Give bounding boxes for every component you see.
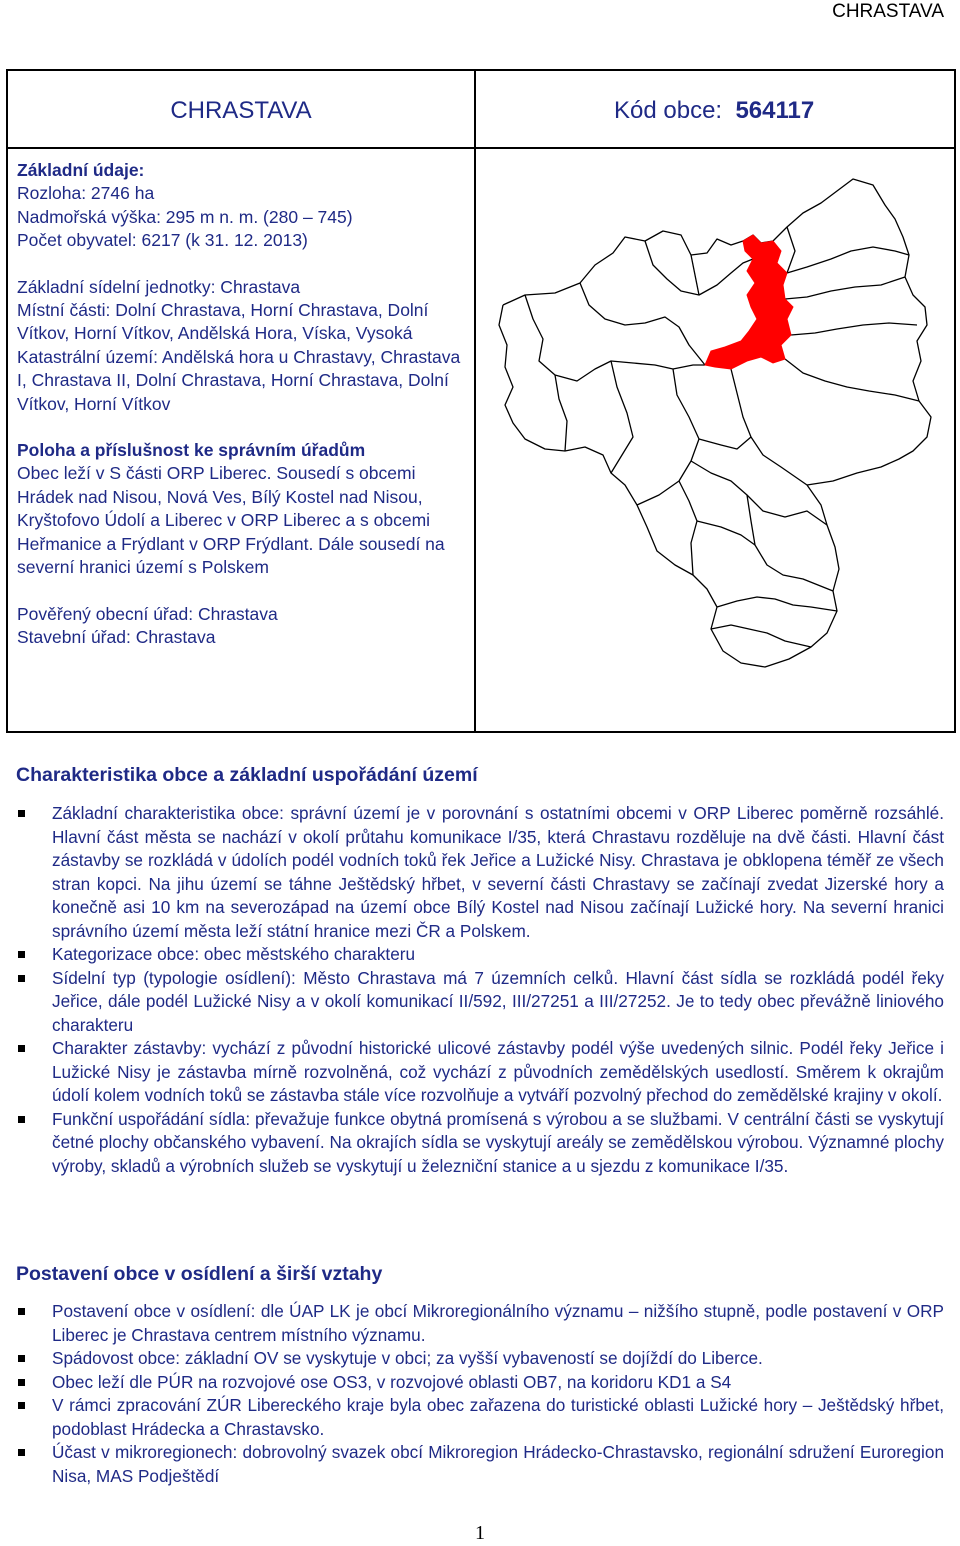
list-item-text: Sídelní typ (typologie osídlení): Město Chrastava má 7 územních celků. Hlavní část sídla se rozkládá podél řeky Jeřice, dále podél Lužické Nisy a v okolí komunikací II/592, III/27251 a III/27252. Je to tedy obec převážně liniového charakteru bbox=[52, 967, 944, 1035]
town-code-value: 564117 bbox=[735, 97, 815, 124]
municipality-boundary bbox=[691, 461, 827, 525]
list-item-text: Účast v mikroregionech: dobrovolný svazek obcí Mikroregion Hrádecko-Chrastavsko, regionální sdružení Euroregion Nisa, MAS Podještědí bbox=[52, 1442, 944, 1486]
municipality-boundary bbox=[691, 255, 699, 295]
bullet-icon bbox=[18, 1379, 25, 1386]
location-text: Obec leží v S části ORP Liberec. Sousedí s obcemi Hrádek nad Nisou, Nová Ves, Bílý Kostel nad Nisou, Kryštofovo Údolí a Liberec v ORP Liberec a s obcemi Heřmanice a Frýdlant v ORP Frýdlant. Dále sousedí na severní hranici území s Polskem bbox=[17, 463, 445, 578]
list-item bbox=[16, 1300, 944, 1347]
cadastral-areas: Katastrální území: Andělská hora u Chrastavy, Chrastava I, Chrastava II, Dolní Chrastava, Horní Chrastava, Dolní Vítkov, Horní Vítkov bbox=[17, 346, 461, 414]
list-item bbox=[16, 1441, 944, 1488]
municipality-boundary bbox=[499, 305, 839, 667]
municipality-boundary bbox=[787, 227, 795, 273]
building-office: Stavební úřad: Chrastava bbox=[17, 626, 216, 647]
table-divider-horizontal bbox=[8, 147, 954, 149]
municipality-boundary bbox=[679, 481, 697, 575]
list-item-text: Obec leží dle PÚR na rozvojové ose OS3, v rozvojové oblasti OB7, na koridoru KD1 a S4 bbox=[52, 1371, 732, 1392]
municipality-boundary bbox=[697, 521, 755, 545]
bullet-icon bbox=[18, 1045, 25, 1052]
table-divider-vertical bbox=[474, 71, 476, 731]
bullet-icon bbox=[18, 1449, 25, 1456]
list-item-text: Základní charakteristika obce: správní území je v porovnání s ostatními obcemi v ORP Liberec poměrně rozsáhlé. Hlavní část města se nachází v okolí průtahu komunikace I/35, která Chrastavu rozděluje na dvě části. Hlavní část zástavby se rozkládá v údolích podél vodních toků řek Jeřice a Lužické Nisy. Chrastava je obklopena téměř ze všech stran kopci. Na jihu území se táhne Ještědský hřbet, v severní části Chrastavy se začínají zvedat Jizerské hory a konečně asi 10 km na severozápad na území obce Bílý Kostel nad Nisou začínají Lužické hory. Na severní hranici správního území města leží státní hranice mezi ČR a Polskem. bbox=[52, 803, 944, 941]
municipality-boundary bbox=[731, 369, 807, 485]
settlement-units: Základní sídelní jednotky: Chrastava bbox=[17, 276, 301, 297]
map-municipality-outlines bbox=[499, 179, 931, 667]
orp-map bbox=[485, 155, 945, 675]
section-characteristics-title: Charakteristika obce a základní uspořádání území bbox=[16, 764, 478, 786]
bullet-icon bbox=[18, 1402, 25, 1409]
basic-info-title: Základní údaje: bbox=[17, 160, 145, 180]
bullet-icon bbox=[18, 810, 25, 817]
municipality-boundary bbox=[717, 597, 837, 611]
list-item bbox=[16, 1347, 944, 1371]
list-item bbox=[16, 967, 944, 1038]
basic-info-column bbox=[17, 159, 467, 649]
municipality-boundary bbox=[611, 361, 633, 473]
town-name: CHRASTAVA bbox=[170, 97, 312, 124]
municipality-boundary bbox=[785, 277, 905, 299]
municipality-boundary bbox=[785, 359, 919, 401]
list-item bbox=[16, 802, 944, 943]
bullet-icon bbox=[18, 951, 25, 958]
list-item bbox=[16, 1037, 944, 1108]
chrastava-highlight bbox=[705, 235, 793, 369]
list-item-text: Kategorizace obce: obec městského charakteru bbox=[52, 944, 416, 964]
list-item bbox=[16, 1394, 944, 1441]
list-item-text: Postavení obce v osídlení: dle ÚAP LK je obcí Mikroregionálního významu – nižšího stupně, podle postavení v ORP Liberec je Chrastava centrem místního významu. bbox=[52, 1301, 944, 1345]
list-item bbox=[16, 1371, 944, 1395]
list-item-text: Funkční uspořádání sídla: převažuje funkce obytná promísená s výrobou a se službami. V centrální části se vyskytují četné plochy občanského vybavení. Na okrajích sídla se vyskytují areály se zemědělskou výrobou. Významné plochy výroby, skladů a výrobních služeb se vyskytují u železniční stanice a u sjezdu z komunikace I/35. bbox=[52, 1108, 944, 1176]
location-title: Poloha a příslušnost ke správním úřadům bbox=[17, 440, 366, 461]
municipality-boundary bbox=[503, 231, 743, 305]
municipality-boundary bbox=[555, 375, 567, 451]
list-item-text: Charakter zástavby: vychází z původní historické ulicové zástavby podél výše uvedených silnic. Podél řeky Jeřice i Lužické Nisy je zástavba mírně rozvolněná, což vychází z původních zemědělských usedlostí. Směrem k okrajům údolí kolem vodních toků se zástavba stále více rozvolňuje a vytváří pozvolný přechod do zemědělské krajiny v okolí. bbox=[52, 1038, 944, 1105]
bullet-icon bbox=[18, 1355, 25, 1362]
town-code bbox=[614, 96, 814, 126]
page-number: 1 bbox=[475, 1522, 485, 1544]
population: Počet obyvatel: 6217 (k 31. 12. 2013) bbox=[17, 230, 308, 251]
municipality-boundary bbox=[699, 437, 751, 449]
municipality-boundary bbox=[637, 369, 699, 505]
municipality-boundary bbox=[791, 323, 917, 335]
authority: Pověřený obecní úřad: Chrastava bbox=[17, 603, 278, 624]
bullet-icon bbox=[18, 975, 25, 982]
municipality-boundary bbox=[645, 241, 753, 295]
running-header: CHRASTAVA bbox=[832, 1, 944, 22]
municipality-boundary bbox=[580, 283, 705, 365]
settlement-list bbox=[16, 1300, 944, 1488]
town-code-label: Kód obce: bbox=[614, 97, 723, 124]
characteristics-list bbox=[16, 802, 944, 1178]
municipality-boundary bbox=[525, 295, 705, 381]
list-item bbox=[16, 943, 944, 967]
municipality-boundary bbox=[787, 247, 909, 273]
list-item bbox=[16, 1108, 944, 1179]
section-settlement-title: Postavení obce v osídlení a širší vztahy bbox=[16, 1263, 383, 1285]
altitude: Nadmořská výška: 295 m n. m. (280 – 745) bbox=[17, 206, 353, 227]
local-parts: Místní části: Dolní Chrastava, Horní Chrastava, Dolní Vítkov, Horní Vítkov, Andělská Hora, Víska, Vysoká bbox=[17, 300, 429, 344]
list-item-text: V rámci zpracování ZÚR Libereckého kraje byla obec zařazena do turistické oblasti Lužické hory – Ještědský hřbet, podoblast Hrádecka a Chrastavsko. bbox=[52, 1395, 944, 1439]
municipality-boundary bbox=[747, 495, 833, 591]
bullet-icon bbox=[18, 1308, 25, 1315]
area: Rozloha: 2746 ha bbox=[17, 183, 155, 204]
list-item-text: Spádovost obce: základní OV se vyskytuje v obci; za vyšší vybaveností se dojíždí do Liberce. bbox=[52, 1348, 763, 1368]
municipality-boundary bbox=[711, 625, 811, 647]
bullet-icon bbox=[18, 1116, 25, 1123]
